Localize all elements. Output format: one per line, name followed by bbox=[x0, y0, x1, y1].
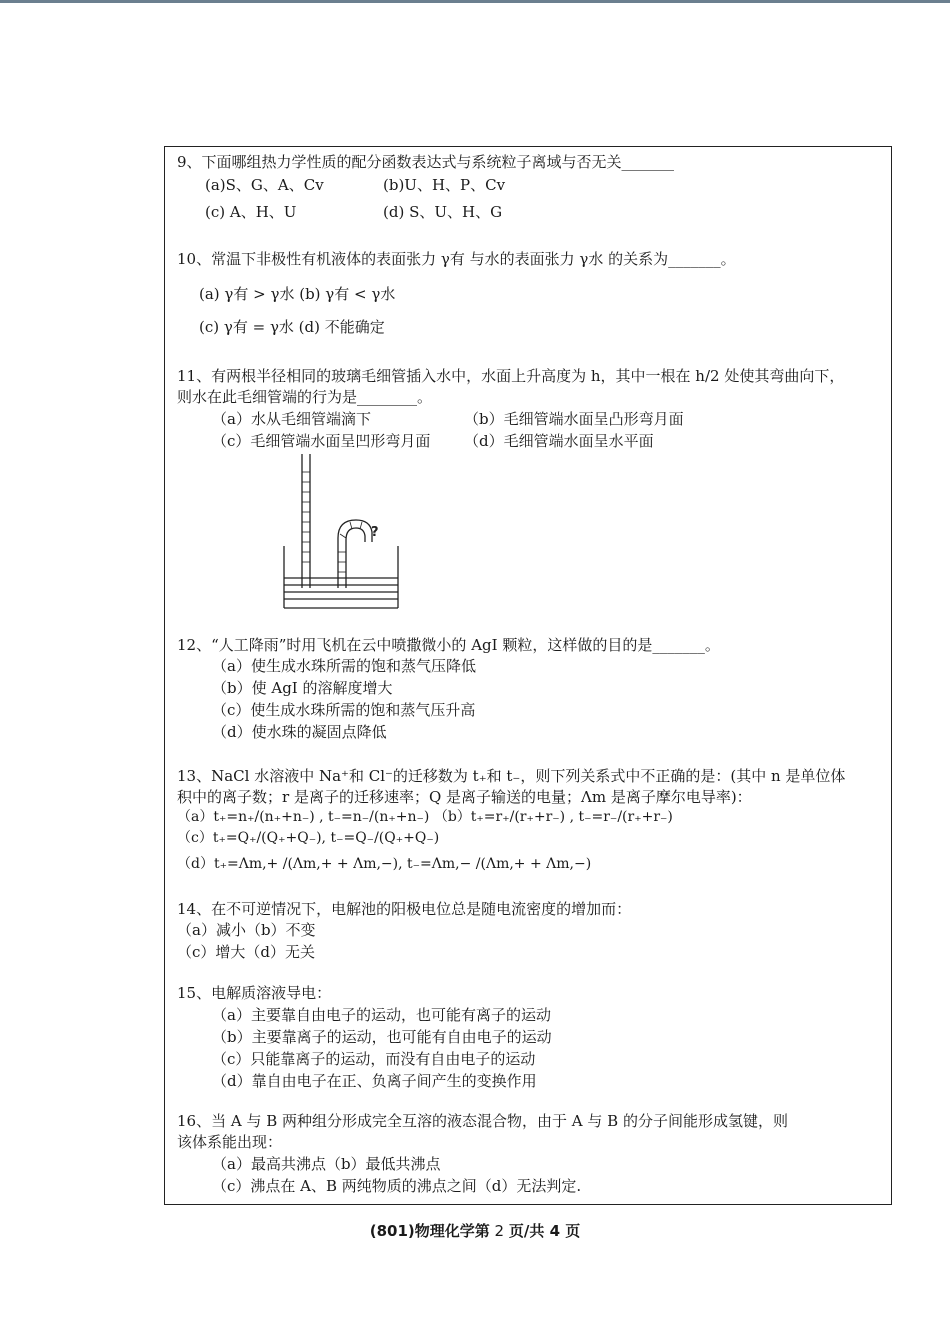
q14-stem: 14、在不可逆情况下，电解池的阳极电位总是随电流密度的增加而： bbox=[177, 900, 632, 918]
q11-option-a: （a）水从毛细管端滴下 bbox=[212, 410, 371, 428]
q12-stem: 12、“人工降雨”时用飞机在云中喷撒微小的 AgI 颗粒，这样做的目的是_______。 bbox=[177, 636, 720, 654]
q14-options-cd: （c）增大（d）无关 bbox=[177, 943, 316, 961]
q9-stem: 9、下面哪组热力学性质的配分函数表达式与系统粒子离域与否无关_______ bbox=[177, 153, 675, 171]
q9-option-b: (b)U、H、P、Cv bbox=[383, 176, 506, 194]
q15-option-c: （c）只能靠离子的运动，而没有自由电子的运动 bbox=[212, 1050, 536, 1068]
q15-stem: 15、电解质溶液导电： bbox=[177, 984, 332, 1002]
q15-option-a: （a）主要靠自由电子的运动，也可能有离子的运动 bbox=[212, 1006, 551, 1024]
q16-stem-line1: 16、当 A 与 B 两种组分形成完全互溶的液态混合物，由于 A 与 B 的分子间能形成氢键，则 bbox=[177, 1112, 788, 1130]
q14-options-ab: （a）减小（b）不变 bbox=[177, 921, 316, 939]
figure-question-mark: ? bbox=[371, 525, 379, 540]
page-footer bbox=[0, 1220, 950, 1241]
q10-options-cd: (c) γ有 = γ水 (d) 不能确定 bbox=[199, 318, 385, 336]
q11-stem-line2: 则水在此毛细管端的行为是________。 bbox=[177, 388, 433, 406]
q13-stem-line2: 积中的离子数；r 是离子的迁移速率；Q 是离子输送的电量；Λm 是离子摩尔电导率)： bbox=[177, 788, 752, 806]
q13-option-c: （c）t₊=Q₊/(Q₊+Q₋), t₋=Q₋/(Q₊+Q₋) bbox=[177, 830, 440, 846]
footer-mid: 页/共 bbox=[508, 1222, 545, 1240]
q13-stem-line1: 13、NaCl 水溶液中 Na⁺和 Cl⁻的迁移数为 t₊和 t₋，则下列关系式中不正确的是：(其中 n 是单位体 bbox=[177, 767, 846, 785]
capillary-figure bbox=[280, 452, 410, 612]
q15-option-b: （b）主要靠离子的运动，也可能有自由电子的运动 bbox=[212, 1028, 552, 1046]
footer-exam-code: (801)物理化学第 bbox=[369, 1222, 490, 1240]
footer-page-number: 2 bbox=[489, 1222, 509, 1240]
q12-option-b: （b）使 AgI 的溶解度增大 bbox=[212, 679, 393, 697]
q11-stem-line1: 11、有两根半径相同的玻璃毛细管插入水中，水面上升高度为 h，其中一根在 h/2 处使其弯曲向下， bbox=[177, 367, 845, 385]
footer-total-pages: 4 bbox=[544, 1222, 566, 1240]
q12-option-c: （c）使生成水珠所需的饱和蒸气压升高 bbox=[212, 701, 476, 719]
q11-option-c: （c）毛细管端水面呈凹形弯月面 bbox=[212, 432, 431, 450]
q12-option-d: （d）使水珠的凝固点降低 bbox=[212, 723, 387, 741]
q9-option-d: (d) S、U、H、G bbox=[383, 203, 503, 221]
q9-option-a: (a)S、G、A、Cv bbox=[205, 176, 324, 194]
q11-option-d: （d）毛细管端水面呈水平面 bbox=[464, 432, 654, 450]
footer-end: 页 bbox=[565, 1222, 581, 1240]
q15-option-d: （d）靠自由电子在正、负离子间产生的变换作用 bbox=[212, 1072, 537, 1090]
q11-option-b: （b）毛细管端水面呈凸形弯月面 bbox=[464, 410, 684, 428]
q16-options-ab: （a）最高共沸点（b）最低共沸点 bbox=[212, 1155, 441, 1173]
q12-option-a: （a）使生成水珠所需的饱和蒸气压降低 bbox=[212, 657, 476, 675]
q10-options-ab: (a) γ有 > γ水 (b) γ有 < γ水 bbox=[199, 285, 396, 303]
q16-options-cd: （c）沸点在 A、B 两纯物质的沸点之间（d）无法判定. bbox=[212, 1177, 582, 1195]
bent-capillary-inner bbox=[346, 528, 365, 588]
q9-option-c: (c) A、H、U bbox=[205, 203, 297, 221]
q13-option-d: （d）t₊=Λm,+ /(Λm,+ + Λm,−), t₋=Λm,− /(Λm,+ + Λm,−) bbox=[177, 856, 592, 872]
q10-stem: 10、常温下非极性有机液体的表面张力 γ有 与水的表面张力 γ水 的关系为_______。 bbox=[177, 250, 736, 268]
q16-stem-line2: 该体系能出现： bbox=[177, 1133, 283, 1151]
q13-options-ab: （a）t₊=n₊/(n₊+n₋) , t₋=n₋/(n₊+n₋) （b）t₊=r₊/(r₊+r₋) , t₋=r₋/(r₊+r₋) bbox=[177, 809, 673, 825]
scan-top-edge bbox=[0, 0, 950, 3]
